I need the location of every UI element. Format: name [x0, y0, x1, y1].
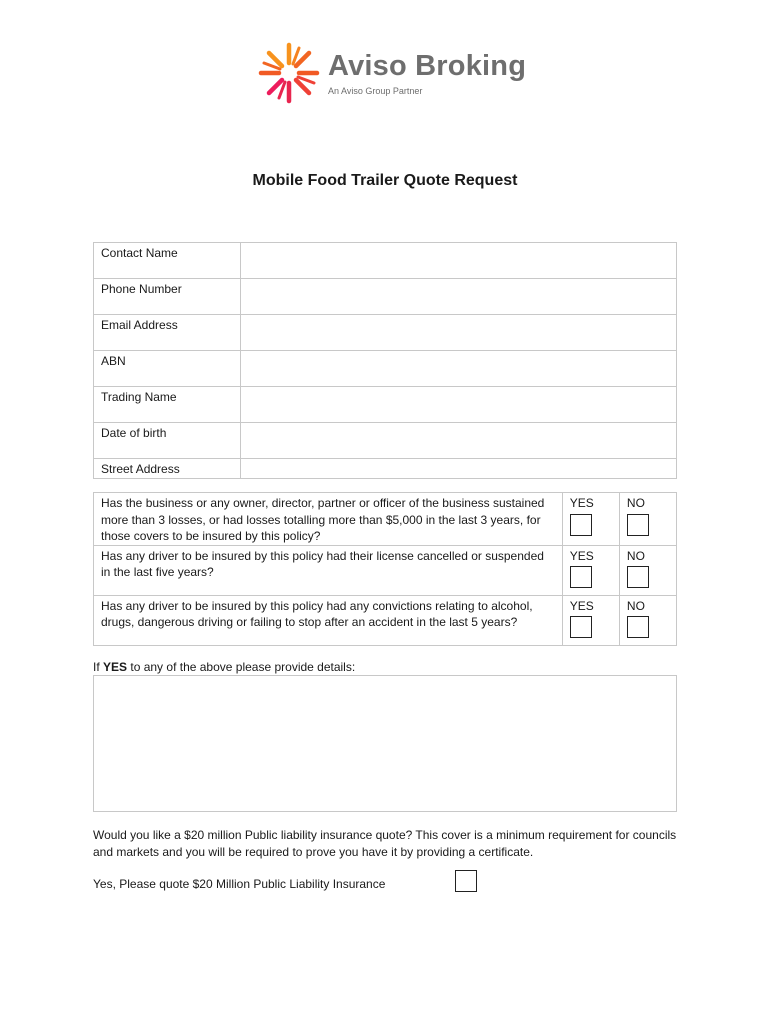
email-address-label: Email Address	[94, 315, 241, 351]
contact-name-field[interactable]	[241, 243, 677, 279]
email-address-field[interactable]	[241, 315, 677, 351]
details-label-emphasis: YES	[103, 660, 128, 674]
question-license-yes-cell	[562, 545, 619, 595]
date-of-birth-field[interactable]	[241, 423, 677, 459]
abn-field[interactable]	[241, 351, 677, 387]
question-losses-yes-cell	[562, 493, 619, 546]
details-label-prefix: If	[93, 660, 104, 674]
details-textarea[interactable]	[93, 675, 677, 812]
license-yes-checkbox[interactable]	[570, 566, 592, 588]
convictions-no-checkbox[interactable]	[627, 616, 649, 638]
question-losses-text: Has the business or any owner, director, partner or officer of the business sustained more than 3 losses, or had losses totalling more than $5,000 in the last 3 years, for those covers to be insured by this policy?	[94, 493, 563, 546]
no-label: NO	[626, 598, 645, 613]
public-liability-question: Would you like a $20 million Public liability insurance quote? This cover is a minimum requirement for councils and markets and you will be required to prove you have it by providing a certificate.	[93, 828, 677, 859]
contact-row	[94, 315, 677, 351]
date-of-birth-label: Date of birth	[94, 423, 241, 459]
no-label: NO	[626, 548, 645, 563]
details-label	[93, 660, 355, 674]
yes-label: YES	[569, 496, 594, 510]
sunburst-logo-icon	[256, 40, 322, 106]
public-liability-checkbox[interactable]	[455, 870, 477, 892]
phone-number-label: Phone Number	[94, 279, 241, 315]
contact-row	[94, 387, 677, 423]
no-label: NO	[626, 496, 645, 510]
yes-label: YES	[569, 548, 594, 563]
question-convictions-yes-cell	[562, 595, 619, 645]
yes-label: YES	[569, 598, 594, 613]
question-losses-no-cell	[619, 493, 676, 546]
contact-row	[94, 279, 677, 315]
contact-row	[94, 459, 677, 479]
phone-number-field[interactable]	[241, 279, 677, 315]
brand-tagline: An Aviso Group Partner	[328, 86, 423, 96]
trading-name-field[interactable]	[241, 387, 677, 423]
license-no-checkbox[interactable]	[627, 566, 649, 588]
abn-label: ABN	[94, 351, 241, 387]
contact-row	[94, 423, 677, 459]
question-license-no-cell	[619, 545, 676, 595]
brand-name: Aviso Broking	[328, 50, 527, 82]
details-label-suffix: to any of the above please provide details:	[127, 660, 356, 674]
trading-name-label: Trading Name	[94, 387, 241, 423]
contact-row	[94, 351, 677, 387]
contact-row	[94, 243, 677, 279]
page-title: Mobile Food Trailer Quote Request	[252, 172, 518, 189]
losses-yes-checkbox[interactable]	[570, 514, 592, 536]
question-convictions-no-cell	[619, 595, 676, 645]
brand-logo	[256, 40, 526, 110]
question-license-text: Has any driver to be insured by this policy had their license cancelled or suspended in the last five years?	[94, 545, 563, 595]
convictions-yes-checkbox[interactable]	[570, 616, 592, 638]
question-row	[94, 595, 677, 645]
questions-table	[93, 492, 677, 646]
street-address-field[interactable]	[241, 459, 677, 479]
question-row	[94, 545, 677, 595]
losses-no-checkbox[interactable]	[627, 514, 649, 536]
question-row	[94, 493, 677, 546]
street-address-label: Street Address	[94, 459, 241, 479]
public-liability-option-label: Yes, Please quote $20 Million Public Liability Insurance	[93, 877, 386, 891]
contact-details-table	[93, 242, 677, 479]
question-convictions-text: Has any driver to be insured by this policy had any convictions relating to alcohol, drugs, dangerous driving or failing to stop after an accident in the last 5 years?	[94, 595, 563, 645]
contact-name-label: Contact Name	[94, 243, 241, 279]
